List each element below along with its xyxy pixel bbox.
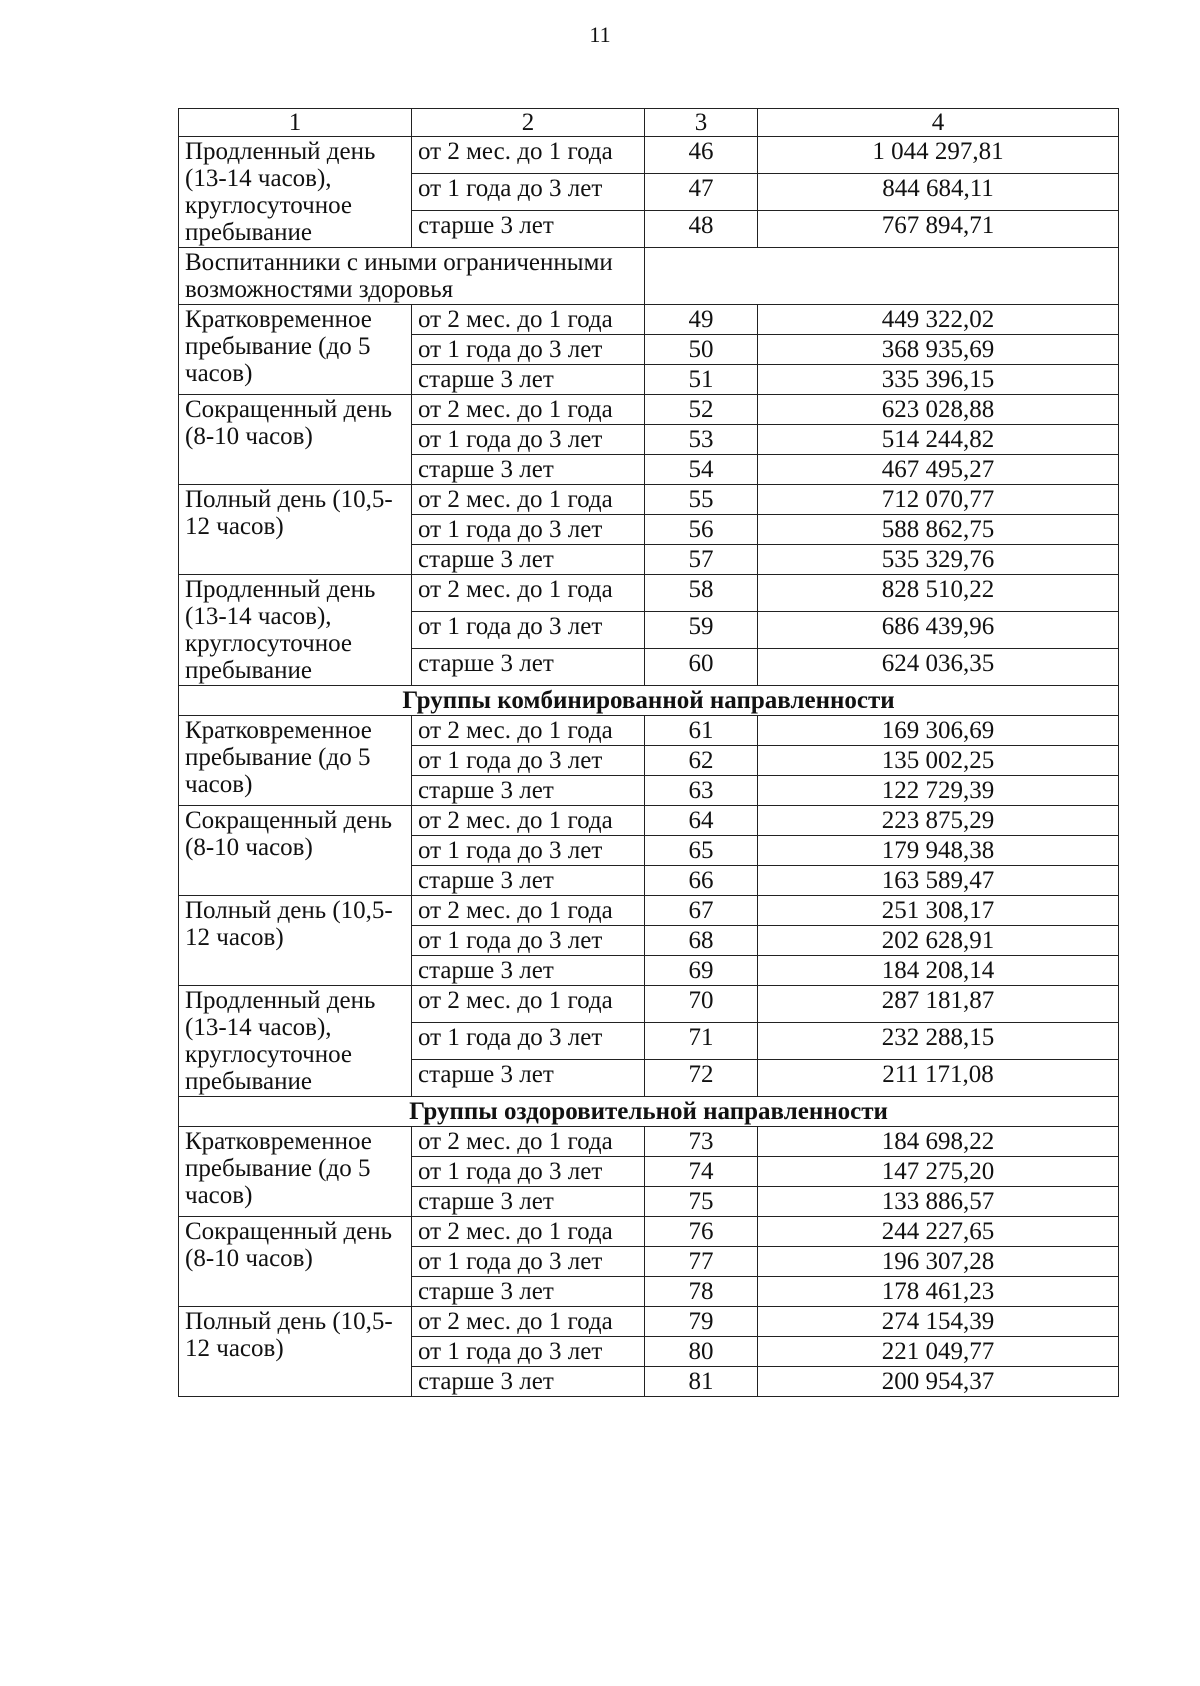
page-number: 11 [589, 22, 611, 47]
table-row [179, 485, 1119, 515]
header-col-1: 1 [179, 109, 412, 137]
table-row [179, 986, 1119, 1023]
row-number: 51 [645, 365, 758, 395]
amount-cell: 223 875,29 [758, 806, 1119, 836]
amount-cell: 135 002,25 [758, 746, 1119, 776]
mode-cell: Полный день (10,5-12 часов) [179, 485, 412, 575]
row-number: 50 [645, 335, 758, 365]
age-cell: от 1 года до 3 лет [412, 425, 645, 455]
amount-cell: 169 306,69 [758, 716, 1119, 746]
row-number: 68 [645, 926, 758, 956]
age-cell: старше 3 лет [412, 455, 645, 485]
age-cell: от 1 года до 3 лет [412, 335, 645, 365]
table-row [179, 806, 1119, 836]
row-number: 73 [645, 1127, 758, 1157]
age-cell: старше 3 лет [412, 866, 645, 896]
amount-cell: 712 070,77 [758, 485, 1119, 515]
amount-cell: 244 227,65 [758, 1217, 1119, 1247]
mode-cell: Кратковременное пребывание (до 5 часов) [179, 1127, 412, 1217]
amount-cell: 211 171,08 [758, 1060, 1119, 1097]
mode-cell: Продленный день (13-14 часов), круглосуточное пребывание [179, 986, 412, 1097]
mode-cell: Продленный день (13-14 часов), круглосуточное пребывание [179, 137, 412, 248]
section-row [179, 1097, 1119, 1127]
amount-cell: 1 044 297,81 [758, 137, 1119, 174]
amount-cell: 274 154,39 [758, 1307, 1119, 1337]
section-heading-combined: Группы комбинированной направленности [179, 686, 1119, 716]
age-cell: от 1 года до 3 лет [412, 612, 645, 649]
age-cell: старше 3 лет [412, 776, 645, 806]
row-number: 55 [645, 485, 758, 515]
amount-cell: 196 307,28 [758, 1247, 1119, 1277]
row-number: 56 [645, 515, 758, 545]
row-number: 52 [645, 395, 758, 425]
age-cell: от 1 года до 3 лет [412, 1157, 645, 1187]
amount-cell: 200 954,37 [758, 1367, 1119, 1397]
row-number: 49 [645, 305, 758, 335]
row-number: 69 [645, 956, 758, 986]
tariff-table [178, 108, 1119, 1397]
mode-cell: Полный день (10,5-12 часов) [179, 1307, 412, 1397]
row-number: 74 [645, 1157, 758, 1187]
mode-cell: Сокращенный день (8-10 часов) [179, 395, 412, 485]
age-cell: от 1 года до 3 лет [412, 926, 645, 956]
age-cell: от 1 года до 3 лет [412, 1247, 645, 1277]
amount-cell: 588 862,75 [758, 515, 1119, 545]
age-cell: от 2 мес. до 1 года [412, 305, 645, 335]
subheading-row [179, 248, 1119, 305]
age-cell: старше 3 лет [412, 1187, 645, 1217]
amount-cell: 232 288,15 [758, 1023, 1119, 1060]
row-number: 46 [645, 137, 758, 174]
amount-cell: 828 510,22 [758, 575, 1119, 612]
age-cell: от 2 мес. до 1 года [412, 716, 645, 746]
row-number: 59 [645, 612, 758, 649]
age-cell: от 2 мес. до 1 года [412, 575, 645, 612]
row-number: 65 [645, 836, 758, 866]
row-number: 47 [645, 174, 758, 211]
mode-cell: Продленный день (13-14 часов), круглосуточное пребывание [179, 575, 412, 686]
amount-cell: 335 396,15 [758, 365, 1119, 395]
row-number: 80 [645, 1337, 758, 1367]
amount-cell: 184 698,22 [758, 1127, 1119, 1157]
row-number: 70 [645, 986, 758, 1023]
section-heading-health: Группы оздоровительной направленности [179, 1097, 1119, 1127]
table-row [179, 575, 1119, 612]
mode-cell: Полный день (10,5-12 часов) [179, 896, 412, 986]
mode-cell: Кратковременное пребывание (до 5 часов) [179, 716, 412, 806]
row-number: 76 [645, 1217, 758, 1247]
header-col-4: 4 [758, 109, 1119, 137]
table-row [179, 716, 1119, 746]
age-cell: от 2 мес. до 1 года [412, 1307, 645, 1337]
section-row [179, 686, 1119, 716]
row-number: 63 [645, 776, 758, 806]
row-number: 64 [645, 806, 758, 836]
amount-cell: 467 495,27 [758, 455, 1119, 485]
age-cell: от 1 года до 3 лет [412, 174, 645, 211]
age-cell: от 1 года до 3 лет [412, 746, 645, 776]
row-number: 71 [645, 1023, 758, 1060]
row-number: 67 [645, 896, 758, 926]
row-number: 58 [645, 575, 758, 612]
row-number: 60 [645, 649, 758, 686]
age-cell: от 2 мес. до 1 года [412, 137, 645, 174]
amount-cell: 535 329,76 [758, 545, 1119, 575]
table-row [179, 896, 1119, 926]
age-cell: от 1 года до 3 лет [412, 836, 645, 866]
subheading-disabilities: Воспитанники с иными ограниченными возможностями здоровья [179, 248, 645, 305]
amount-cell: 368 935,69 [758, 335, 1119, 365]
amount-cell: 133 886,57 [758, 1187, 1119, 1217]
age-cell: от 1 года до 3 лет [412, 1023, 645, 1060]
header-col-2: 2 [412, 109, 645, 137]
amount-cell: 147 275,20 [758, 1157, 1119, 1187]
row-number: 75 [645, 1187, 758, 1217]
row-number: 72 [645, 1060, 758, 1097]
age-cell: от 2 мес. до 1 года [412, 395, 645, 425]
age-cell: от 1 года до 3 лет [412, 515, 645, 545]
table-row [179, 1127, 1119, 1157]
age-cell: старше 3 лет [412, 956, 645, 986]
amount-cell: 184 208,14 [758, 956, 1119, 986]
table-row [179, 137, 1119, 174]
mode-cell: Сокращенный день (8-10 часов) [179, 1217, 412, 1307]
amount-cell: 624 036,35 [758, 649, 1119, 686]
amount-cell: 767 894,71 [758, 211, 1119, 248]
table-row [179, 1217, 1119, 1247]
amount-cell: 449 322,02 [758, 305, 1119, 335]
row-number: 61 [645, 716, 758, 746]
amount-cell: 163 589,47 [758, 866, 1119, 896]
age-cell: от 2 мес. до 1 года [412, 485, 645, 515]
amount-cell: 221 049,77 [758, 1337, 1119, 1367]
row-number: 57 [645, 545, 758, 575]
header-col-3: 3 [645, 109, 758, 137]
age-cell: старше 3 лет [412, 1060, 645, 1097]
row-number: 53 [645, 425, 758, 455]
table-row [179, 395, 1119, 425]
table-row [179, 305, 1119, 335]
amount-cell: 623 028,88 [758, 395, 1119, 425]
empty-cell [645, 248, 1119, 305]
row-number: 78 [645, 1277, 758, 1307]
row-number: 79 [645, 1307, 758, 1337]
mode-cell: Кратковременное пребывание (до 5 часов) [179, 305, 412, 395]
age-cell: от 2 мес. до 1 года [412, 806, 645, 836]
row-number: 54 [645, 455, 758, 485]
amount-cell: 202 628,91 [758, 926, 1119, 956]
age-cell: старше 3 лет [412, 649, 645, 686]
age-cell: от 2 мес. до 1 года [412, 896, 645, 926]
age-cell: старше 3 лет [412, 211, 645, 248]
age-cell: от 2 мес. до 1 года [412, 986, 645, 1023]
row-number: 48 [645, 211, 758, 248]
age-cell: старше 3 лет [412, 365, 645, 395]
mode-cell: Сокращенный день (8-10 часов) [179, 806, 412, 896]
amount-cell: 514 244,82 [758, 425, 1119, 455]
age-cell: старше 3 лет [412, 1367, 645, 1397]
age-cell: от 2 мес. до 1 года [412, 1217, 645, 1247]
row-number: 62 [645, 746, 758, 776]
amount-cell: 179 948,38 [758, 836, 1119, 866]
table-row [179, 1307, 1119, 1337]
amount-cell: 251 308,17 [758, 896, 1119, 926]
amount-cell: 178 461,23 [758, 1277, 1119, 1307]
header-row [179, 109, 1119, 137]
amount-cell: 844 684,11 [758, 174, 1119, 211]
age-cell: старше 3 лет [412, 1277, 645, 1307]
amount-cell: 287 181,87 [758, 986, 1119, 1023]
amount-cell: 122 729,39 [758, 776, 1119, 806]
amount-cell: 686 439,96 [758, 612, 1119, 649]
row-number: 81 [645, 1367, 758, 1397]
row-number: 66 [645, 866, 758, 896]
age-cell: от 2 мес. до 1 года [412, 1127, 645, 1157]
row-number: 77 [645, 1247, 758, 1277]
age-cell: от 1 года до 3 лет [412, 1337, 645, 1367]
age-cell: старше 3 лет [412, 545, 645, 575]
